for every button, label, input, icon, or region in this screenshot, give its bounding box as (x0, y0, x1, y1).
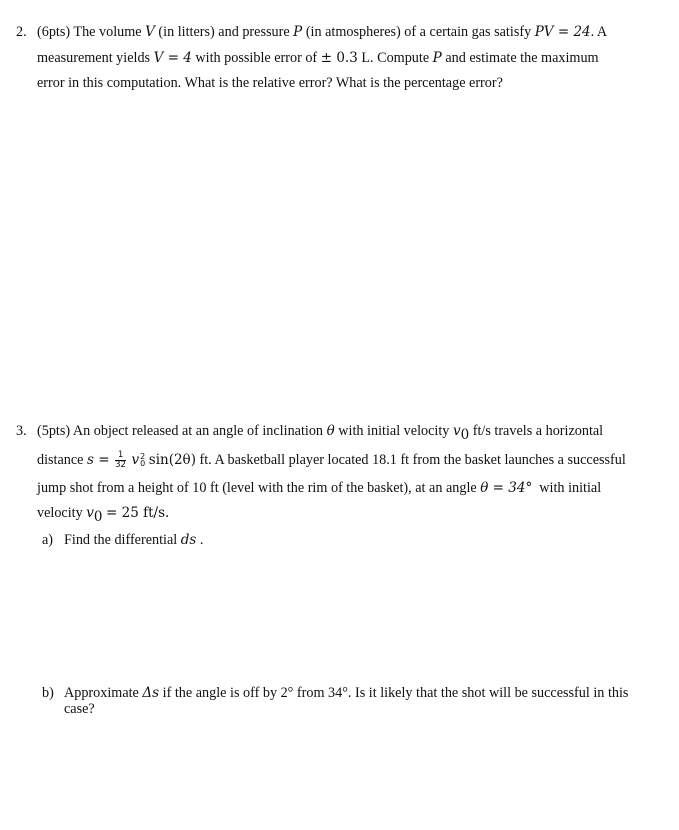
problem-3-part-a (42, 532, 662, 548)
problem-2 (16, 20, 666, 97)
problem-2-line-1: (6pts) The volume V (in litters) and pressure P (in atmospheres) of a certain gas satisfy PV = 24. A (37, 24, 608, 40)
problem-3-line-3: jump shot from a height of 10 ft (level with the rim of the basket), at an angle θ = 34° with initial (37, 479, 602, 496)
problem-3-body (37, 419, 666, 527)
problem-3-number: 3. (16, 423, 27, 439)
problem-3-part-b (42, 685, 662, 717)
problem-3-line-4: velocity $v_0 = 25$ ft/s. (37, 505, 170, 525)
problem-3 (16, 419, 666, 527)
fraction-1-over-32: $\frac{1}{32}$ (115, 449, 126, 470)
problem-2-line-3: error in this computation. What is the relative error? What is the percentage error? (37, 75, 503, 91)
problem-3-line-1: (5pts) An object released at an angle of inclination θ with initial velocity $v_0$ ft/s travels a horizontal (37, 423, 604, 443)
problem-2-number: 2. (16, 24, 27, 40)
problem-2-body (37, 20, 666, 97)
problem-2-line-2: measurement yields V = 4 with possible error of ± 0.3 L. Compute P and estimate the maximum (37, 49, 599, 66)
problem-3-line-2: distance s = $\frac{1}{32}$ v 2 0 sin(2θ) ft. A basketball player located 18.1 ft from the basket launches a successful (37, 449, 626, 470)
part-a-label: a) (42, 532, 54, 548)
part-a-text: Find the differential ds . (64, 532, 204, 548)
part-b-label: b) (42, 685, 54, 701)
part-b-text: Approximate Δs if the angle is off by 2° from 34°. Is it likely that the shot will be successful in this case? (64, 685, 629, 717)
